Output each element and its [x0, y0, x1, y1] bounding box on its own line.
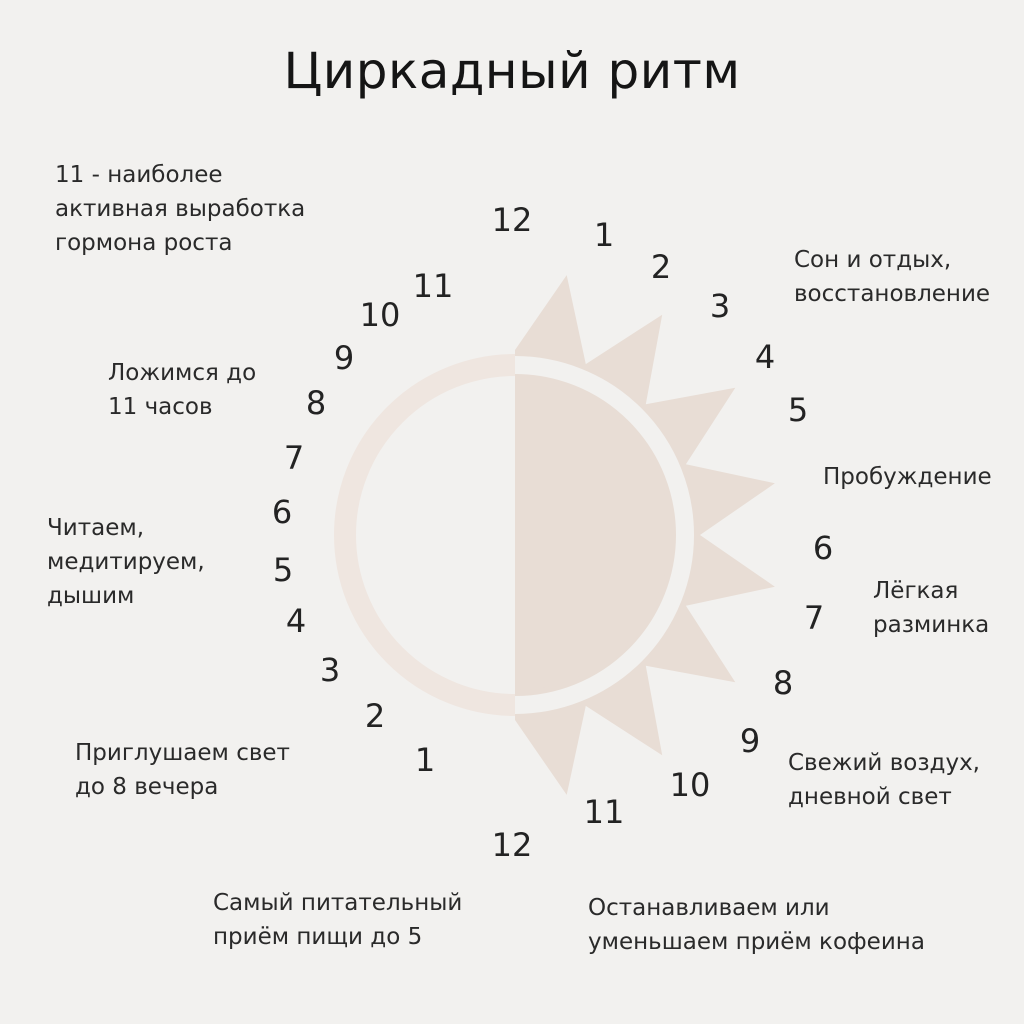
hour-label-left-4: 4	[285, 602, 307, 640]
note-growth-hormone	[55, 158, 305, 260]
note-line: Сон и отдых,	[794, 247, 952, 273]
moon-icon	[345, 365, 515, 705]
hour-label-right-2: 2	[650, 248, 672, 286]
hour-label-left-1: 1	[414, 741, 436, 779]
hour-label-right-7: 7	[803, 599, 825, 637]
note-line: 11 часов	[108, 394, 213, 420]
hour-label-left-9: 9	[333, 339, 355, 377]
hour-label-left-5: 5	[272, 551, 294, 589]
hour-label-left-8: 8	[305, 384, 327, 422]
note-go-to-bed	[108, 356, 256, 424]
sun-icon	[515, 275, 775, 795]
hour-label-right-10: 10	[669, 766, 711, 804]
note-line: разминка	[873, 612, 990, 638]
note-line: восстановление	[794, 281, 991, 307]
hour-label-right-1: 1	[593, 216, 615, 254]
note-line: активная выработка	[55, 196, 306, 222]
hour-label-left-6: 6	[271, 493, 293, 531]
hour-label-right-3: 3	[709, 287, 731, 325]
note-line: Свежий воздух,	[788, 750, 980, 776]
note-line: дневной свет	[788, 784, 952, 810]
diagram-title: Циркадный ритм	[283, 42, 741, 100]
hour-label-right-11: 11	[583, 793, 625, 831]
note-line: Приглушаем свет	[75, 740, 290, 766]
hour-label-right-4: 4	[754, 338, 776, 376]
note-line: уменьшаем приём кофеина	[588, 929, 925, 955]
note-sleep-recovery	[794, 243, 990, 311]
note-line: Пробуждение	[823, 464, 992, 490]
note-line: Останавливаем или	[588, 895, 830, 921]
note-reduce-caffeine	[588, 891, 925, 959]
hour-label-right-8: 8	[772, 664, 794, 702]
note-read-meditate	[47, 511, 205, 613]
hour-label-left-10: 10	[359, 296, 401, 334]
note-line: дышим	[47, 583, 135, 609]
note-dim-light	[75, 736, 290, 804]
note-line: 11 - наиболее	[55, 162, 223, 188]
note-line: Читаем,	[47, 515, 145, 541]
hour-label-right-12-bottom: 12	[491, 826, 533, 864]
note-light-exercise	[873, 574, 989, 642]
hour-label-right-5: 5	[787, 391, 809, 429]
hour-label-left-11: 11	[412, 267, 454, 305]
hour-label-left-7: 7	[283, 439, 305, 477]
note-line: до 8 вечера	[75, 774, 219, 800]
note-line: приём пищи до 5	[213, 924, 423, 950]
hour-label-right-6: 6	[812, 529, 834, 567]
note-fresh-air	[788, 746, 980, 814]
note-line: Самый питательный	[213, 890, 463, 916]
hour-label-right-12-top: 12	[491, 201, 533, 239]
hour-label-right-9: 9	[739, 722, 761, 760]
note-line: гормона роста	[55, 230, 233, 256]
note-line: Ложимся до	[108, 360, 257, 386]
note-main-meal	[213, 886, 462, 954]
hour-label-left-2: 2	[364, 697, 386, 735]
note-wake-up	[823, 460, 992, 494]
hour-label-left-3: 3	[319, 651, 341, 689]
note-line: медитируем,	[47, 549, 205, 575]
note-line: Лёгкая	[873, 578, 959, 604]
